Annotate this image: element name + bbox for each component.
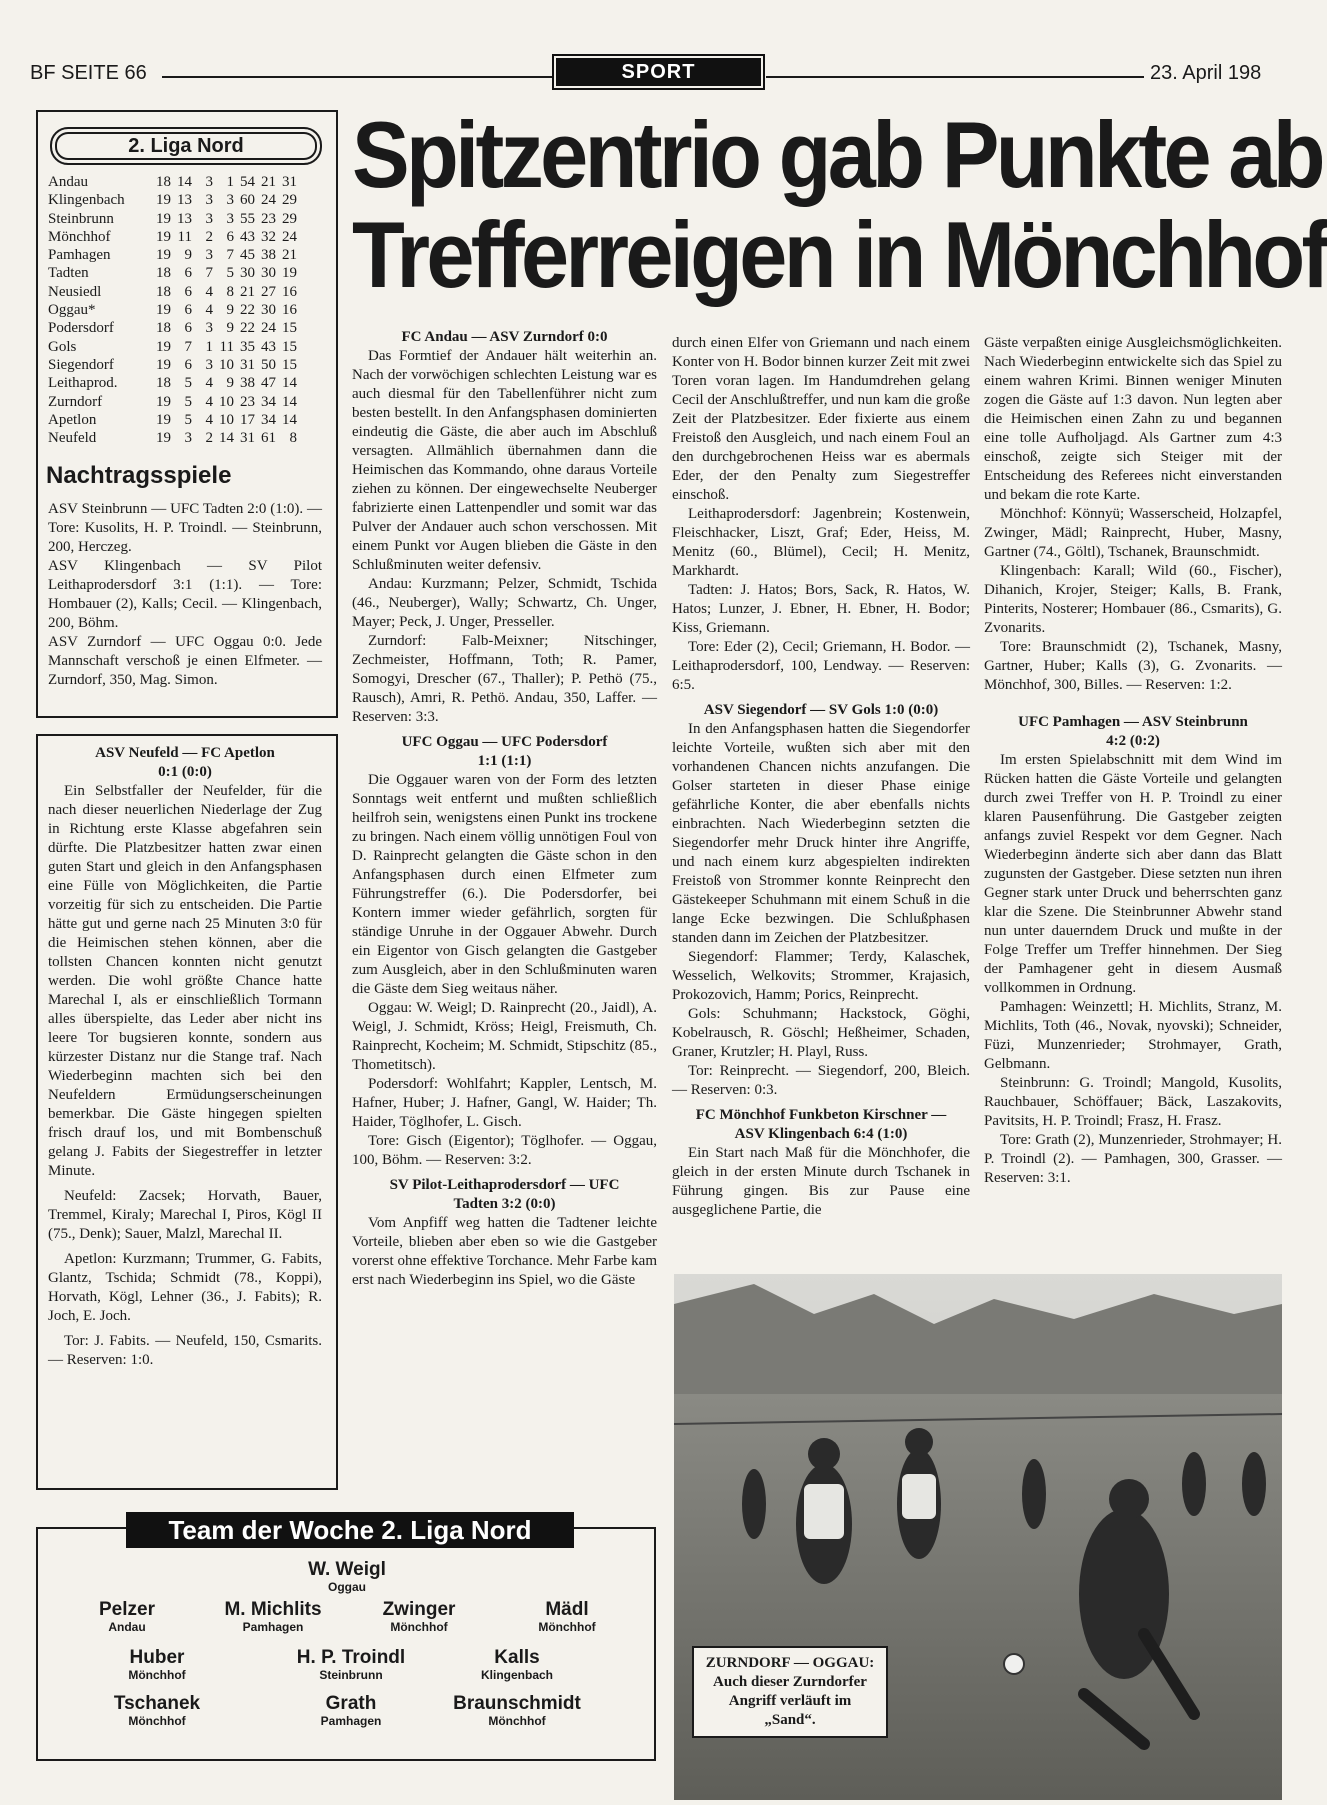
moenchhof-lineup: Mönchhof: Könnyü; Wasserscheid, Holzapfel, Zwinger, Mädl; Rainprecht, Huber, Masny, Gartner (74., Göltl), Tschanek, Braunschmidt. — [984, 506, 1282, 560]
neufeld-lineup: Neufeld: Zacsek; Horvath, Bauer, Tremmel, Kiraly; Marechal I, Piros, Kögl II (75., Denk); Sauer, Malzl, Marechal II. — [48, 1188, 322, 1242]
team-name: Pamhagen — [48, 247, 111, 264]
stat-cell: 29 — [282, 192, 297, 209]
klingenbach-lineup: Klingenbach: Karall; Wild (60., Fischer), Dihanich, Krojer, Steiger; Kalls, B. Frank, Pinterits, Nosterer; Hombauer (86., Csmarits), G. Zvonarits. — [984, 563, 1282, 636]
stat-cell: 34 — [261, 411, 276, 428]
team-name: Leithaprod. — [48, 375, 118, 392]
standings-row — [48, 264, 300, 282]
team-name: Tadten — [48, 265, 89, 282]
nachtrag-results — [48, 500, 322, 690]
team-name: Mönchhof — [48, 228, 111, 245]
player-name: Kalls — [494, 1647, 540, 1668]
stat-cell: 10 — [219, 356, 234, 373]
siegendorf-lineup: Siegendorf: Flammer; Terdy, Kalaschek, Wesselich, Welkovits; Strommer, Krajasich, Prokozovich, Hamm; Porics, Reinprecht. — [672, 949, 970, 1003]
standings-row — [48, 319, 300, 337]
player-name: Braunschmidt — [453, 1693, 581, 1714]
stat-cell: 13 — [177, 210, 192, 227]
stat-cell: 19 — [156, 393, 171, 410]
stat-cell: 50 — [261, 356, 276, 373]
team-name: Neusiedl — [48, 283, 102, 300]
stat-cell: 19 — [156, 247, 171, 264]
stat-cell: 32 — [261, 228, 276, 245]
stat-cell: 19 — [156, 430, 171, 447]
section-label: SPORT — [556, 58, 761, 86]
player-name: Tschanek — [113, 1693, 201, 1714]
player-name: W. Weigl — [308, 1559, 386, 1580]
stat-cell: 7 — [184, 338, 192, 355]
standings-row — [48, 191, 300, 209]
stat-cell: 4 — [205, 283, 213, 300]
leithaprodersdorf-match-title: SV Pilot-Leithaprodersdorf — UFC — [389, 1177, 620, 1193]
stat-cell: 31 — [282, 174, 297, 190]
oggau-goals: Tore: Gisch (Eigentor); Töglhofer. — Oggau, 100, Böhm. — Reserven: 3:2. — [352, 1133, 657, 1168]
player-club: Mönchhof — [538, 1620, 596, 1634]
team-name: Neufeld — [48, 430, 97, 447]
stat-cell: 3 — [205, 192, 213, 209]
stat-cell: 15 — [282, 338, 297, 355]
stat-cell: 18 — [156, 283, 171, 300]
stat-cell: 3 — [205, 174, 213, 190]
player-name: H. P. Troindl — [296, 1647, 406, 1668]
stat-cell: 3 — [184, 430, 192, 447]
neufeld-match-title: ASV Neufeld — FC Apetlon — [95, 745, 275, 761]
nachtrag-result-1: ASV Steinbrunn — UFC Tadten 2:0 (1:0). — Tore: Kusolits, H. P. Troindl. — Steinbrunn, 200, Herczeg. — [48, 501, 322, 555]
stat-cell: 19 — [282, 265, 297, 282]
oggau-match-title: UFC Oggau — UFC Podersdorf — [401, 734, 608, 750]
standings-row — [48, 411, 300, 429]
neufeld-match-score: 0:1 (0:0) — [158, 764, 212, 780]
moenchhof-match-score: ASV Klingenbach 6:4 (1:0) — [734, 1126, 908, 1142]
stat-cell: 3 — [205, 320, 213, 337]
team-player — [262, 1560, 432, 1594]
standings-row — [48, 173, 300, 191]
team-name: Apetlon — [48, 411, 97, 428]
standings-row — [48, 393, 300, 411]
stat-cell: 34 — [261, 393, 276, 410]
stat-cell: 23 — [261, 210, 276, 227]
headline — [352, 102, 1327, 307]
stat-cell: 19 — [156, 228, 171, 245]
stat-cell: 14 — [219, 430, 234, 447]
standings-row — [48, 246, 300, 264]
stat-cell: 11 — [177, 228, 192, 245]
stat-cell: 8 — [289, 430, 297, 447]
team-player — [334, 1600, 504, 1634]
stat-cell: 2 — [205, 228, 213, 245]
team-name: Gols — [48, 338, 77, 355]
stat-cell: 24 — [261, 192, 276, 209]
stat-cell: 19 — [156, 192, 171, 209]
stat-cell: 3 — [205, 210, 213, 227]
stat-cell: 5 — [226, 265, 234, 282]
stat-cell: 15 — [282, 320, 297, 337]
stat-cell: 16 — [282, 283, 297, 300]
stat-cell: 35 — [240, 338, 255, 355]
moenchhof-report-cont: Gäste verpaßten einige Ausgleichsmöglichkeiten. Nach Wiederbeginn entwickelte sich das Spiel zu einem wahren Krimi. Binnen weniger Minuten zogen die Gäste auf 1:3 davon. Nun legten aber die Heimischen einen Zahn zu und begannen eine tolle Aufholjagd. Als Gartner zum 4:3 einschoß, zeigte sich Steiger mit der Entscheidung des Referees nicht einverstanden und bekam die rote Karte. — [984, 335, 1282, 503]
stat-cell: 27 — [261, 283, 276, 300]
standings-row — [48, 374, 300, 392]
stat-cell: 18 — [156, 320, 171, 337]
stat-cell: 4 — [205, 375, 213, 392]
stat-cell: 9 — [184, 247, 192, 264]
stat-cell: 14 — [282, 375, 297, 392]
stat-cell: 24 — [282, 228, 297, 245]
stat-cell: 43 — [261, 338, 276, 355]
stat-cell: 4 — [205, 302, 213, 319]
stat-cell: 30 — [261, 302, 276, 319]
player-name: Mädl — [545, 1599, 589, 1620]
headline-line-1: Spitzentrio gab Punkte ab — [352, 102, 1322, 207]
oggau-match-score: 1:1 (1:1) — [477, 753, 532, 769]
stat-cell: 6 — [226, 228, 234, 245]
league-title: 2. Liga Nord — [50, 127, 322, 165]
stat-cell: 19 — [156, 338, 171, 355]
standings-row — [48, 210, 300, 228]
stat-cell: 3 — [226, 192, 234, 209]
stat-cell: 5 — [184, 411, 192, 428]
leithaprodersdorf-report-cont: durch einen Elfer von Griemann und nach einem Konter von H. Bodor binnen kurzer Zeit mit zwei Toren voran lagen. Im Handumdrehen gelang Cecil der Anschlußtreffer, und nun kam die große Zeit der Platzbesitzer. Eder fixierte aus einem Freistoß den Ausgleich, und nach einem Foul an den durchgebrochenen Heiss war es abermals Eder, der den Penalty zum Siegestreffer einschoß. — [672, 335, 970, 503]
stat-cell: 54 — [240, 174, 255, 190]
header-rule-right — [766, 76, 1144, 78]
apetlon-lineup: Apetlon: Kurzmann; Trummer, G. Fabits, Glantz, Tschida; Schmidt (78., Koppi), Horvath, Kögl, Lehner (36., J. Fabits); R. Joch, E. Joch. — [48, 1251, 322, 1324]
moenchhof-report-start: Ein Start nach Maß für die Mönchhofer, die gleich in der ersten Minute durch Tschanek in Führung gingen. Bis zur Pause eine ausgeglichene Partie, die — [672, 1145, 970, 1218]
leithaprodersdorf-match-score: Tadten 3:2 (0:0) — [453, 1196, 556, 1212]
oggau-report: Die Oggauer waren von der Form des letzten Sonntags weit entfernt und mußten schließlich heilfroh sein, wenigstens einen Punkt ins trockene zu bringen. Nach einem völlig unnötigen Foul von D. Rainprecht gelangten die Gäste schon in den Anfangsphasen durch einen Elfmeter zum Führungstreffer (6.). Die Podersdorfer, bei Kontern immer wieder gefährlich, sorgten für ständige Unruhe in der Oggauer Abwehr. Durch ein Eigentor von Gisch gelangten die Gastgeber zum Ausgleich, aber in den Schlußminuten waren die Gäste dem Sieg weitaus näher. — [352, 772, 657, 997]
stat-cell: 47 — [261, 375, 276, 392]
standings-row — [48, 228, 300, 246]
team-player — [188, 1600, 358, 1634]
player-club: Pamhagen — [320, 1714, 382, 1728]
leithaprodersdorf-goals: Tore: Eder (2), Cecil; Griemann, H. Bodor. — Leithaprodersdorf, 100, Lendway. — Reserven: 6:5. — [672, 639, 970, 693]
stat-cell: 21 — [261, 174, 276, 190]
team-name: Andau — [48, 174, 88, 190]
andau-match-title: FC Andau — ASV Zurndorf 0:0 — [401, 329, 608, 345]
standings-row — [48, 356, 300, 374]
siegendorf-match-title: ASV Siegendorf — SV Gols 1:0 (0:0) — [703, 702, 939, 718]
stat-cell: 60 — [240, 192, 255, 209]
team-player — [432, 1694, 602, 1728]
stat-cell: 7 — [226, 247, 234, 264]
stat-cell: 14 — [282, 411, 297, 428]
photo-caption: ZURNDORF — OGGAU: Auch dieser Zurndorfer Angriff verläuft im „Sand“. — [692, 1646, 888, 1738]
siegendorf-goals: Tor: Reinprecht. — Siegendorf, 200, Bleich. — Reserven: 0:3. — [672, 1063, 970, 1098]
stat-cell: 38 — [261, 247, 276, 264]
stat-cell: 14 — [282, 393, 297, 410]
stat-cell: 22 — [240, 320, 255, 337]
stat-cell: 15 — [282, 356, 297, 373]
team-player — [266, 1694, 436, 1728]
stat-cell: 31 — [240, 356, 255, 373]
standings-row — [48, 429, 300, 447]
stat-cell: 38 — [240, 375, 255, 392]
podersdorf-lineup: Podersdorf: Wohlfahrt; Kappler, Lentsch, M. Hafner, Huber; J. Hafner, Gangl, W. Haider; Th. Haider, Töglhofer, L. Gisch. — [352, 1076, 657, 1130]
stat-cell: 18 — [156, 265, 171, 282]
team-of-the-week-title: Team der Woche 2. Liga Nord — [126, 1512, 574, 1548]
stat-cell: 6 — [184, 283, 192, 300]
neufeld-report-body: Ein Selbstfaller der Neufelder, für die nach dieser neuerlichen Niederlage der Zug in Richtung erste Klasse abgefahren sein dürfte. Die Platzbesitzer hatten zwar einen guten Start und gleich in den Anfangsphasen eine Fülle von Möglichkeiten, die Partie vorzeitig für sich zu entscheiden. Die Partie hätte gut und gerne nach 25 Minuten 3:0 für die Heimischen stehen können, aber die tollsten Chancen konnten nicht genutzt werden. Die wohl größte Chance hatte Marechal I, als er einschließlich Tormann alles überspielte, das Leder aber nicht ins leere Tor bugsieren konnte, sondern aus kürzester Distanz nur die Stange traf. Nach Wiederbeginn machten sich bei den Neufeldern Ermüdungserscheinungen bemerkbar. Die Gäste hingegen spielten frisch drauf los, und mit Bombenschuß gelang J. Fabits der Siegestreffer in letzter Minute. — [48, 783, 322, 1179]
stat-cell: 21 — [240, 283, 255, 300]
stat-cell: 5 — [184, 393, 192, 410]
player-club: Oggau — [328, 1580, 366, 1594]
stat-cell: 2 — [205, 430, 213, 447]
stat-cell: 14 — [177, 174, 192, 190]
stat-cell: 3 — [205, 247, 213, 264]
tadten-lineup: Tadten: J. Hatos; Bors, Sack, R. Hatos, W. Hatos; Lunzer, J. Ebner, H. Ebner, H. Bodor; Kiss, Griemann. — [672, 582, 970, 636]
steinbrunn-lineup: Steinbrunn: G. Troindl; Mangold, Kusolits, Rauchbauer, Schöffauer; Bäck, Laszakovits, Pavitsits, H. P. Troindl; Frasz, H. Frasz. — [984, 1075, 1282, 1129]
standings-table — [48, 173, 300, 447]
team-name: Siegendorf — [48, 356, 114, 373]
stat-cell: 29 — [282, 210, 297, 227]
player-club: Klingenbach — [480, 1668, 553, 1682]
stat-cell: 18 — [156, 375, 171, 392]
team-player — [72, 1648, 242, 1682]
team-player — [266, 1648, 436, 1682]
stat-cell: 5 — [184, 375, 192, 392]
stat-cell: 45 — [240, 247, 255, 264]
pamhagen-match-title: UFC Pamhagen — ASV Steinbrunn — [1018, 714, 1248, 730]
stat-cell: 30 — [261, 265, 276, 282]
header-rule-left — [162, 76, 552, 78]
moenchhof-goals: Tore: Braunschmidt (2), Tschanek, Masny, Gartner, Huber; Kalls (3), G. Zvonarits. — Mönchhof, 300, Billes. — Reserven: 1:2. — [984, 639, 1282, 693]
stat-cell: 31 — [240, 430, 255, 447]
stat-cell: 9 — [226, 320, 234, 337]
player-club: Mönchhof — [390, 1620, 448, 1634]
stat-cell: 11 — [219, 338, 234, 355]
page-number: BF SEITE 66 — [30, 62, 147, 84]
stat-cell: 7 — [205, 265, 213, 282]
nachtrag-title: Nachtragsspiele — [46, 462, 232, 489]
player-club: Pamhagen — [242, 1620, 304, 1634]
stat-cell: 23 — [240, 393, 255, 410]
standings-container — [48, 173, 328, 447]
team-player — [42, 1600, 212, 1634]
stat-cell: 19 — [156, 356, 171, 373]
nachtrag-result-2: ASV Klingenbach — SV Pilot Leithaprodersdorf 3:1 (1:1). — Tore: Hombauer (2), Kalls; Cecil. — Klingenbach, 200, Böhm. — [48, 558, 322, 631]
player-club: Mönchhof — [488, 1714, 546, 1728]
neufeld-goals: Tor: J. Fabits. — Neufeld, 150, Csmarits. — Reserven: 1:0. — [48, 1333, 322, 1368]
pamhagen-match-score: 4:2 (0:2) — [1106, 733, 1160, 749]
player-name: M. Michlits — [224, 1599, 322, 1620]
stat-cell: 13 — [177, 192, 192, 209]
stat-cell: 19 — [156, 411, 171, 428]
standings-row — [48, 338, 300, 356]
stat-cell: 55 — [240, 210, 255, 227]
player-name: Zwinger — [382, 1599, 456, 1620]
andau-report: Das Formtief der Andauer hält weiterhin an. Nach der vorwöchigen schlechten Leistung war es auch diesmal für den Tabellenführer nicht zum besten bestellt. In den Anfangsphasen dominierten eindeutig die Gäste, die aber auch im Abschluß versagten. Allmählich übernahmen dann die Heimischen das Kommando, ohne daraus Vorteile ziehen zu können. Der eingewechselte Neuberger fabrizierte einen Lattenpendler und somit war das Pulver der Andauer auch schon verschossen. Mit einem Punkt vor Augen blieben die Gäste in den Schlußminuten weiter defensiv. — [352, 348, 657, 573]
stat-cell: 3 — [205, 356, 213, 373]
team-name: Podersdorf — [48, 320, 114, 337]
stat-cell: 6 — [184, 265, 192, 282]
stat-cell: 16 — [282, 302, 297, 319]
team-player — [432, 1648, 602, 1682]
player-name: Grath — [325, 1693, 377, 1714]
stat-cell: 30 — [240, 265, 255, 282]
player-club: Andau — [108, 1620, 146, 1634]
player-club: Mönchhof — [128, 1668, 186, 1682]
stat-cell: 17 — [240, 411, 255, 428]
stat-cell: 24 — [261, 320, 276, 337]
team-name: Steinbrunn — [48, 210, 114, 227]
stat-cell: 1 — [226, 174, 234, 190]
team-name: Klingenbach — [48, 192, 125, 209]
stat-cell: 10 — [219, 393, 234, 410]
stat-cell: 61 — [261, 430, 276, 447]
team-name: Zurndorf — [48, 393, 103, 410]
siegendorf-report: In den Anfangsphasen hatten die Siegendorfer leichte Vorteile, wußten sich aber mit den vorhandenen Chancen nichts anzufangen. Die Golser starteten in dieser Phase einige gefährliche Konter, die aber ebenfalls nichts einbrachten. Nach Wiederbeginn setzten die Siegendorfer mehr Druck hinter ihre Angriffe, und nach einem kurz abgespielten indirekten Freistoß von Strommer konnte Reinprecht den Gästekeeper Schuhmann mit einem Schuß in die lange Ecke bezwingen. Die Schlußphasen standen dann im Zeichen der Platzbesitzer. — [672, 721, 970, 946]
stat-cell: 22 — [240, 302, 255, 319]
stat-cell: 6 — [184, 302, 192, 319]
stat-cell: 3 — [226, 210, 234, 227]
player-name: Pelzer — [99, 1599, 155, 1620]
pamhagen-lineup: Pamhagen: Weinzettl; H. Michlits, Stranz, M. Michlits, Toth (46., Novak, nyovski); Schneider, Füzi, Munzenrieder; Strohmayer, Grath, Gelbmann. — [984, 999, 1282, 1072]
pamhagen-report: Im ersten Spielabschnitt mit dem Wind im Rücken hatten die Gäste Vorteile und gelangten durch zwei Treffer von H. P. Troindl zu einer klaren Pausenführung. Die Gastgeber zeigten anfangs zuviel Respekt vor dem Gegner. Nach Wiederbeginn änderte sich aber dann das Blatt zugunsten der Gastgeber. Diese setzten nun ihren Gegner stark unter Druck und beherrschten ganz klar die Szene. Die Steinbrunner Abwehr stand nun unter dauerndem Druck und mußte in der Folge Treffer um Treffer hinnehmen. Der Sieg der Pamhagener geht in diesem Ausmaß vollkommen in Ordnung. — [984, 752, 1282, 996]
andau-lineup: Andau: Kurzmann; Pelzer, Schmidt, Tschida (46., Neuberger), Wally; Schwartz, Ch. Unger, Mayer; Peck, J. Unger, Presseller. — [352, 576, 657, 630]
nachtrag-result-3: ASV Zurndorf — UFC Oggau 0:0. Jede Mannschaft verschoß je einen Elfmeter. — Zurndorf, 350, Mag. Simon. — [48, 634, 322, 688]
stat-cell: 1 — [205, 338, 213, 355]
leithaprodersdorf-report-start: Vom Anpfiff weg hatten die Tadtener leichte Vorteile, blieben aber eben so wie die Gastgeber vorerst ohne effektive Torchance. Mehr Farbe kam erst nach Wiederbeginn ins Spiel, wo die Gäste — [352, 1215, 657, 1288]
player-name: Huber — [129, 1647, 185, 1668]
stat-cell: 10 — [219, 411, 234, 428]
stat-cell: 6 — [184, 320, 192, 337]
moenchhof-match-title: FC Mönchhof Funkbeton Kirschner — — [695, 1107, 947, 1123]
standings-row — [48, 283, 300, 301]
team-player — [72, 1694, 242, 1728]
stat-cell: 4 — [205, 411, 213, 428]
headline-line-2: Trefferreigen in Mönchhof — [352, 202, 1327, 307]
gols-lineup: Gols: Schuhmann; Hackstock, Göghi, Kobelrausch, R. Göschl; Heßheimer, Schaden, Graner, Krutzler; H. Playl, Russ. — [672, 1006, 970, 1060]
stat-cell: 19 — [156, 210, 171, 227]
stat-cell: 18 — [156, 174, 171, 190]
neufeld-report — [48, 744, 322, 1370]
stat-cell: 19 — [156, 302, 171, 319]
zurndorf-lineup: Zurndorf: Falb-Meixner; Nitschinger, Zechmeister, Hoffmann, Toth; R. Pamer, Somogyi, Drescher (67., Thaller); P. Pethö (75., Rausch), Amri, R. Pethö. Andau, 350, Laffer. — Reserven: 3:3. — [352, 633, 657, 725]
stat-cell: 43 — [240, 228, 255, 245]
team-name: Oggau* — [48, 302, 96, 319]
stat-cell: 9 — [226, 302, 234, 319]
article-column-4 — [984, 334, 1282, 1266]
standings-row — [48, 301, 300, 319]
issue-date: 23. April 198 — [1150, 62, 1262, 84]
stat-cell: 4 — [205, 393, 213, 410]
article-column-2 — [352, 328, 657, 1290]
stat-cell: 21 — [282, 247, 297, 264]
leithaprodersdorf-lineup: Leithaprodersdorf: Jagenbrein; Kostenwein, Fleischhacker, Liszt, Graf; Eder, Heiss, M. Menitz (60., Blümel), Cecil; H. Menitz, Markhardt. — [672, 506, 970, 579]
team-player — [482, 1600, 652, 1634]
stat-cell: 8 — [226, 283, 234, 300]
article-column-3 — [672, 334, 970, 1220]
stat-cell: 9 — [226, 375, 234, 392]
player-club: Mönchhof — [128, 1714, 186, 1728]
stat-cell: 6 — [184, 356, 192, 373]
oggau-lineup: Oggau: W. Weigl; D. Rainprecht (20., Jaidl), A. Weigl, J. Schmidt, Kröss; Heigl, Freismuth, Ch. Rainprecht, Kocheim; M. Schmidt, Stipschitz (85., Thometitsch). — [352, 1000, 657, 1073]
player-club: Steinbrunn — [319, 1668, 383, 1682]
pamhagen-goals: Tore: Grath (2), Munzenrieder, Strohmayer; H. P. Troindl (2). — Pamhagen, 300, Grasser. — Reserven: 3:1. — [984, 1132, 1282, 1186]
